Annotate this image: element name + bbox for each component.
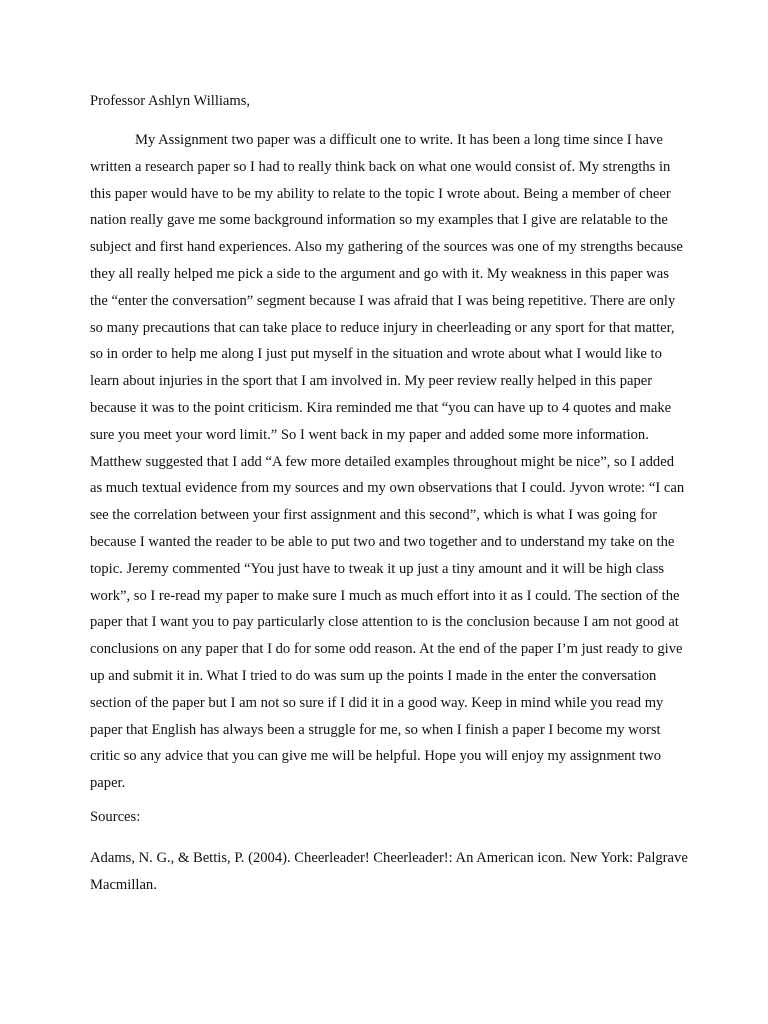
sources-heading: Sources: [90, 809, 141, 825]
body-paragraph: My Assignment two paper was a difficult one to write. It has been a long time since I have written a research paper so I had to really think back on what one would consist of. My strengths in this paper would have to be my ability to relate to the topic I wrote about. Being a member of cheer nation really gave me some background information so my examples that I give are relatable to the subject and first hand experiences. Also my gathering of the sources was one of my strengths because they all really helped me pick a side to the argument and go with it. My weakness in this paper was the “enter the conversation” segment because I was afraid that I was being repetitive. There are only so many precautions that can take place to reduce injury in cheerleading or any sport for that matter, so in order to help me along I just put myself in the situation and wrote about what I would like to learn about injuries in the sport that I am involved in. My peer review really helped in this paper because it was to the point criticism. Kira reminded me that “you can have up to 4 quotes and make sure you meet your word limit.” So I went back in my paper and added some more information. Matthew suggested that I add “A few more detailed examples throughout might be nice”, so I added as much textual evidence from my sources and my own observations that I could. Jyvon wrote: “I can see the correlation between your first assignment and this second”, which is what I was going for because I wanted the reader to be able to put two and two together and to understand my take on the topic. Jeremy commented “You just have to tweak it up just a tiny amount and it will be high class work”, so I re-read my paper to make sure I much as much effort into it as I could. The section of the paper that I want you to pay particularly close attention to is the conclusion because I am not good at conclusions on any paper that I do for some odd reason. At the end of the paper I’m just ready to give up and submit it in. What I tried to do was sum up the points I made in the enter the conversation section of the paper but I am not so sure if I did it in a good way. Keep in mind while you read my paper that English has always been a struggle for me, so when I finish a paper I become my worst critic so any advice that you can give me will be helpful. Hope you will enjoy my assignment two paper. [90, 132, 685, 792]
citation: Adams, N. G., & Bettis, P. (2004). Cheerleader! Cheerleader!: An American icon. New York: Palgrave Macmillan. [90, 850, 688, 893]
salutation: Professor Ashlyn Williams, [90, 93, 251, 109]
